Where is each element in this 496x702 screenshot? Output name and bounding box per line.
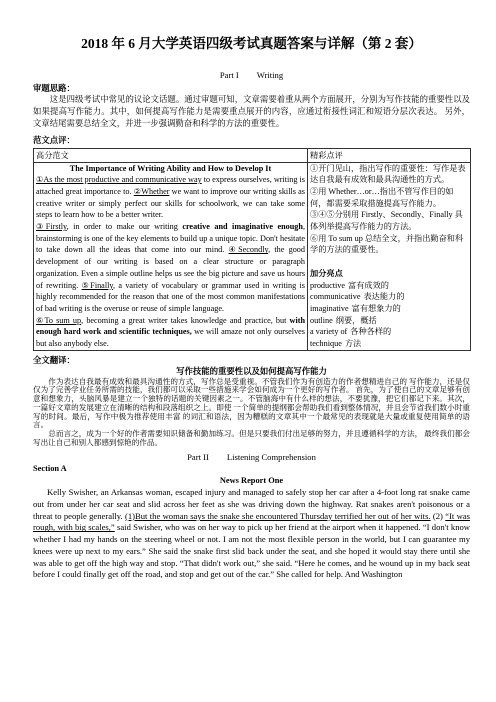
underlined-text: ⑥To sum up: [36, 315, 82, 325]
text-run: , a variety of vocabulary or grammar used in writing is highly recommended for the reason that one of the most common manifestations of bad writing is the overuse or reuse of simple language.: [36, 280, 305, 313]
text-run: to express ourselves, writing is attached great importance to.: [36, 175, 305, 196]
document-title: 2018 年 6 月大学英语四级考试真题答案与详解（第 2 套）: [81, 36, 422, 51]
comment-cell: [308, 162, 471, 350]
underlined-text: ①As the most productive and communicative way: [36, 175, 202, 185]
highlight-word: productive: [310, 280, 346, 290]
comment-item: ②用 Whether…or…指出不管写作目的如何，都需要采取措施提高写作能力。: [310, 186, 454, 208]
highlights-label: 加分亮点: [310, 268, 343, 278]
comment-column-header: 精彩点评: [308, 149, 471, 163]
highlight-meaning: 富有想象力的: [351, 303, 401, 313]
highlight-item: [310, 280, 468, 292]
highlight-item: [310, 326, 468, 338]
underlined-text: ⑤Finally: [81, 280, 113, 290]
review-label: 范文点评：: [33, 136, 75, 145]
essay-cell: [34, 162, 308, 350]
bold-text: creative and imaginative enough: [182, 222, 303, 232]
essay-column-header: 高分范文: [34, 149, 308, 163]
table-body-row: [34, 162, 471, 350]
underlined-text: ④Secondly: [228, 245, 269, 255]
translation-paragraph: 作为表达自我最有成效和最具沟通性的方式，写作总是受重视。不管我们作为有创造力的作者想精进自己的 写作能力，还是仅仅为了完善学业任务所需的技能，我们都可以采取一些措施来学会如何成为一个更好的写作者。 首先，为了使自己的文章足够有创意和想象力，头脑风暴是建立一个独特的话题的关键因素之一。不管脑海中有什么样的想法，不要犹豫，把它们都记下来。其次，一篇好文章的发展建立在清晰的结构和段落组织之上。即使 一个简单的提纲都会帮助我们看到整体情况，并且会节省我们数小时重写的时间。最后，写作中极为推荐使用丰富 的词汇和语法，因为糟糕的文章其中一个最常见的表现就是大量或重复使用简单的语言。: [33, 376, 470, 430]
highlight-meaning: 表达能力的: [363, 292, 405, 302]
translation-label: 全文翻译：: [33, 355, 75, 365]
highlight-meaning: 纲要，概括: [335, 315, 377, 325]
table-header-row: [34, 149, 471, 163]
highlight-item: [310, 291, 468, 303]
text-run: , brainstorming is one of the key elements to build up a unique topic. Don't hesitate to take down all the ideas that come into our mind.: [36, 222, 305, 255]
translation-paragraph: 总而言之，成为一个好的作者需要知识储备和勤加练习。但是只要我们付出足够的努力，并且遵循科学的方法， 最终我们都会写出让自己和别人都感到惊艳的作品。: [33, 428, 470, 447]
analysis-paragraph: 这是四级考试中常见的议论文话题。通过审题可知，文章需要着重从两个方面展开，分别为写作技能的重要性以及如果提高写作能力。其中，如何提高写作能力是需要重点展开的内容，应通过衔接性词汇和短语分层次表达。 另外，文章结尾需要总结全文，并进一步强调勤奋和科学的方法的重要性。: [33, 95, 470, 128]
part-heading: [33, 70, 470, 81]
highlight-meaning: 富有成效的: [348, 280, 389, 290]
highlight-item: [310, 303, 468, 315]
essay-paragraph: [36, 221, 305, 315]
part-label: Part II: [187, 452, 209, 463]
text-run: said Swisher, who was on her way to pick up her friend at the airport when it happened. “I don't know whether I had my hands on the steering wheel or not. I am not the most flexible person in the world, but I can guarantee my knees were up next to my ears.” She said the snake first slid back under the seat, and she hoped it would stay there until she was able to get off the high way and stop. “That didn't work out,” she said. “Here he comes, and he wound up in my back seat before I could finally get off the road, and stop and get out of the car.” She called for help. And Washington: [33, 522, 470, 580]
highlight-word: imaginative: [310, 303, 349, 313]
underlined-text: ③Firstly: [36, 222, 67, 232]
part-title: Writing: [256, 70, 284, 80]
highlight-item: [310, 315, 468, 327]
part-title: Listening Comprehension: [226, 452, 316, 463]
essay-paragraph: [36, 174, 305, 221]
section-label: Section A: [33, 464, 67, 474]
comment-item: ⑥用 To sum up 总结全文，并指出勤奋和科学的方法的重要性。: [310, 233, 464, 255]
highlight-word: outline: [310, 315, 333, 325]
comment-item: ③④⑤分别用 Firstly、Secondly、Finally 具体列举提高写作能力的方法。: [310, 210, 463, 232]
news-report-paragraph: [33, 487, 470, 581]
highlight-word: communicative: [310, 292, 361, 302]
part-label: Part I: [219, 70, 239, 80]
essay-paragraph: [36, 315, 305, 350]
text-run: we want to improve our writing skills as creative writer or simply perfect our skills for schoolwork, we can take some steps to learn how to be a better writer.: [36, 186, 305, 220]
essay-title: The Importance of Writing Ability and How to Develop It: [69, 163, 272, 173]
news-report-title: News Report One: [219, 476, 284, 486]
bold-text: with enough hard work and scientific techniques,: [36, 315, 305, 337]
highlight-meaning: 各种各样的: [350, 327, 392, 337]
underlined-text: (1)But the woman says the snake she encountered Thursday terrified her out of her wits.: [125, 510, 431, 521]
text-run: , in order to make our writing: [66, 222, 183, 232]
highlight-word: technique: [310, 339, 342, 349]
text-run: Kelly Swisher, an Arkansas woman, escaped injury and managed to safely stop her car after a 4-foot long rat snake came out from under her car seat and slid across her feet as she was driving down the highway. Rat snakes aren't poisonous or a threat to people generally.: [33, 487, 470, 521]
page-content: [33, 35, 470, 581]
highlight-word: a variety of: [310, 327, 348, 337]
highlight-meaning: 方法: [344, 339, 362, 349]
translation-title: 写作技能的重要性以及如何提高写作能力: [176, 366, 327, 376]
highlight-item: [310, 338, 468, 350]
text-run: , becoming a great writer takes knowledge and practice, but: [81, 315, 290, 325]
comment-item: ①开门见山，指出写作的重要性：写作是表达自我最有成效和最具沟通性的方式。: [310, 163, 466, 185]
underlined-text: “It was rough, with big scales,”: [33, 510, 470, 533]
underlined-text: ②Whether: [133, 186, 170, 196]
analysis-label: 审题思路：: [33, 84, 75, 93]
review-table: [33, 148, 471, 351]
text-run: (2): [430, 510, 446, 521]
text-run: we will amaze not only ourselves but also anybody else.: [36, 327, 305, 349]
text-run: , the good development of our writing is based on a clear structure or paragraph organization. Even a simple outline helps us see the big picture and save us hours of rewriting.: [36, 245, 305, 290]
part-heading: [33, 451, 470, 463]
